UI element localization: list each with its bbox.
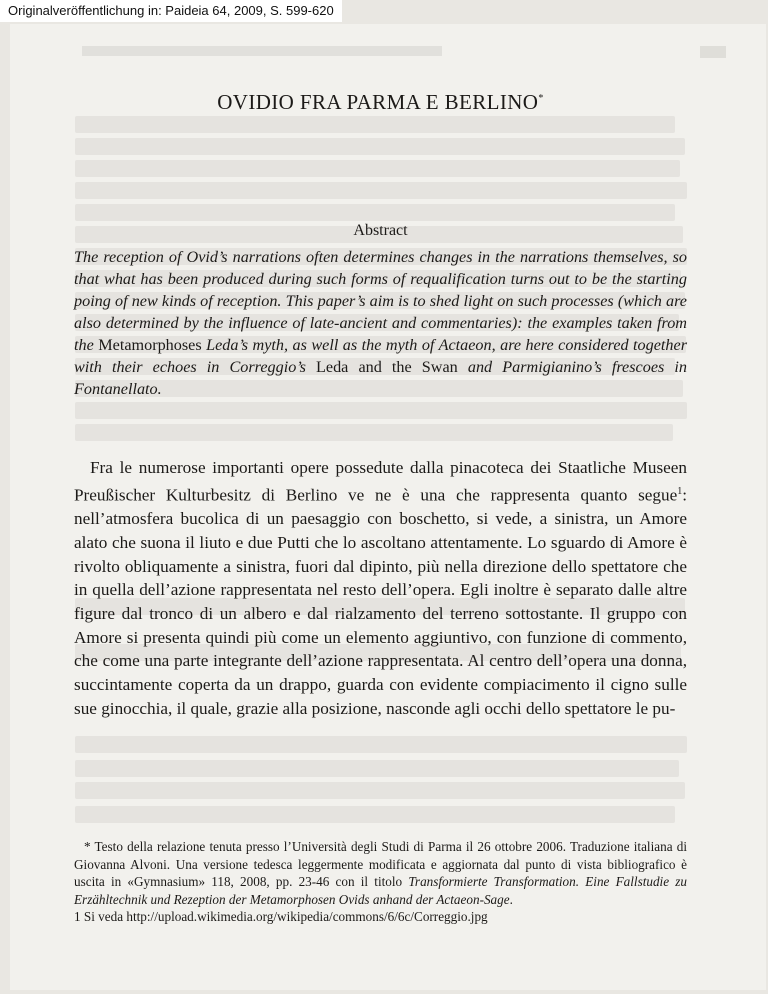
- footnote-1: 1 Si veda http://upload.wikimedia.org/wikipedia/commons/6/6c/Correggio.jpg: [74, 909, 488, 925]
- title-footnote-mark: *: [538, 93, 544, 105]
- publication-stamp: Originalveröffentlichung in: Paideia 64, 2009, S. 599-620: [0, 0, 342, 22]
- abstract-heading: Abstract: [353, 222, 408, 239]
- footnote-star: * Testo della relazione tenuta presso l’Università degli Studi di Parma il 26 ottobre 2006. Traduzione italiana di Giovanna Alvoni. Una versione tedesca leggermente modificata e aggiornata dal punto di vista bibliografico è uscita in «Gymnasium» 118, 2008, pp. 23-46 con il titolo Transformierte Transformation. Eine Fallstudie zu Erzähltechnik und Rezeption der Metamorphosen Ovids anhand der Actaeon-Sage.: [74, 839, 687, 907]
- footnotes: [74, 838, 687, 926]
- article-title: OVIDIO FRA PARMA E BERLINO*: [217, 90, 544, 115]
- scanned-page: [10, 24, 766, 990]
- body-text: [74, 456, 687, 720]
- body-paragraph: Fra le numerose importanti opere possedute dalla pinacoteca dei Staatliche Museen Preußischer Kulturbesitz di Berlino ve ne è una che rappresenta quanto segue$^1$: nell’atmosfera bucolica di un paesaggio con boschetto, si vede, a sinistra, un Amore alato che suona il liuto e due Putti che lo ascoltano attentamente. Lo sguardo di Amore è rivolto obliquamente a sinistra, fuori dal dipinto, più nella direzione dello spettatore che in quella dell’azione rappresentata nel resto dell’opera. Egli inoltre è separato dalle altre figure dal tronco di un albero e dal rialzamento del terreno sottostante. Il gruppo con Amore si presenta quindi più come un elemento aggiuntivo, con funzione di commento, che come una parte integrante dell’azione rappresentata. Al centro dell’opera una donna, succintamente coperta da un drappo, guarda con evidente compiacimento il cigno sulle sue ginocchia, il quale, grazie alla posizione, nasconde agli occhi dello spettatore le pu-: [74, 458, 687, 718]
- footnote-ref-1: 1: [677, 485, 683, 497]
- abstract-text: The reception of Ovid’s narrations often determines changes in the narrations themselves, so that what has been produced during such forms of requalification turns out to be the starting poing of new kinds of reception. This paper’s aim is to shed light on such processes (which are also determined by the influence of late-ancient and commentaries): the examples taken from the Metamorphoses Leda’s myth, as well as the myth of Actaeon, are here considered together with their echoes in Correggio’s Leda and the Swan and Parmigianino’s frescoes in Fontanellato.: [74, 248, 688, 398]
